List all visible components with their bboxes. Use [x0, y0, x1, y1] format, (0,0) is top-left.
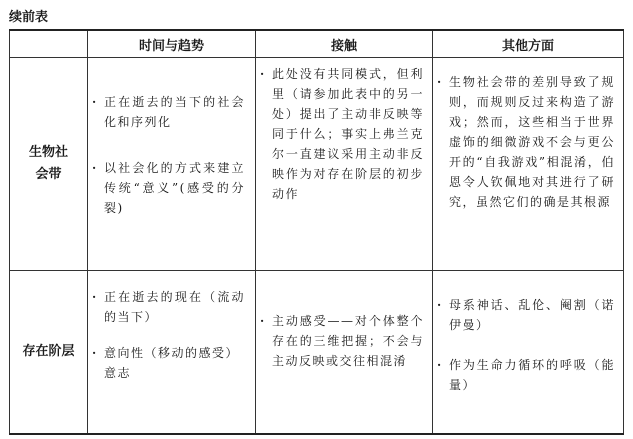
- row-header-line: 会带: [35, 167, 62, 182]
- other-cell: [433, 271, 624, 435]
- list-item: · 正在逝去的当下的社会化和序列化: [88, 92, 245, 132]
- list-item: · 主动感受——对个体整个存在的三维把握；不会与主动反映或交往相混淆: [256, 311, 424, 371]
- row-header-line: 存在阶层: [22, 344, 75, 359]
- time-cell: [88, 271, 256, 435]
- list-item: · 生物社会带的差别导致了规则，而规则反过来构造了游戏；然而，这些相当于世界虚饰的细微游戏不会与更公开的“自我游戏”相混淆，伯恩令人钦佩地对其进行了研究，虽然它们的确是其根源: [433, 72, 615, 212]
- header-row: [10, 30, 624, 58]
- contact-cell: [256, 58, 433, 271]
- column-header-time: 时间与趋势: [88, 30, 256, 58]
- corner-cell: [10, 30, 88, 58]
- other-cell: [433, 58, 624, 271]
- table-row: [10, 58, 624, 271]
- list-item: · 正在逝去的现在（流动的当下）: [88, 287, 245, 327]
- column-header-contact: 接触: [256, 30, 433, 58]
- list-item: · 此处没有共同模式，但利里（请参加此表中的另一处）提出了主动非反映等同于什么；事实上弗兰克尔一直建议采用主动非反映作为对存在阶层的初步动作: [256, 64, 424, 204]
- list-item-continuation: 意志: [104, 366, 132, 380]
- list-item: · 母系神话、乱伦、阉割（诺伊曼）: [433, 295, 615, 335]
- contact-cell: [256, 271, 433, 435]
- time-cell: [88, 58, 256, 271]
- row-header: [10, 58, 88, 271]
- list-item: · 意向性（移动的感受）: [88, 343, 245, 363]
- table-caption: 续前表: [9, 10, 49, 25]
- list-item: · 作为生命力循环的呼吸（能量）: [433, 355, 615, 395]
- row-header-line: 生物社: [28, 145, 68, 160]
- continued-table: [9, 29, 624, 435]
- table-row: [10, 271, 624, 435]
- column-header-other: 其他方面: [433, 30, 624, 58]
- row-header: [10, 271, 88, 435]
- list-item: · 以社会化的方式来建立传统“意义”(感受的分裂): [88, 158, 245, 218]
